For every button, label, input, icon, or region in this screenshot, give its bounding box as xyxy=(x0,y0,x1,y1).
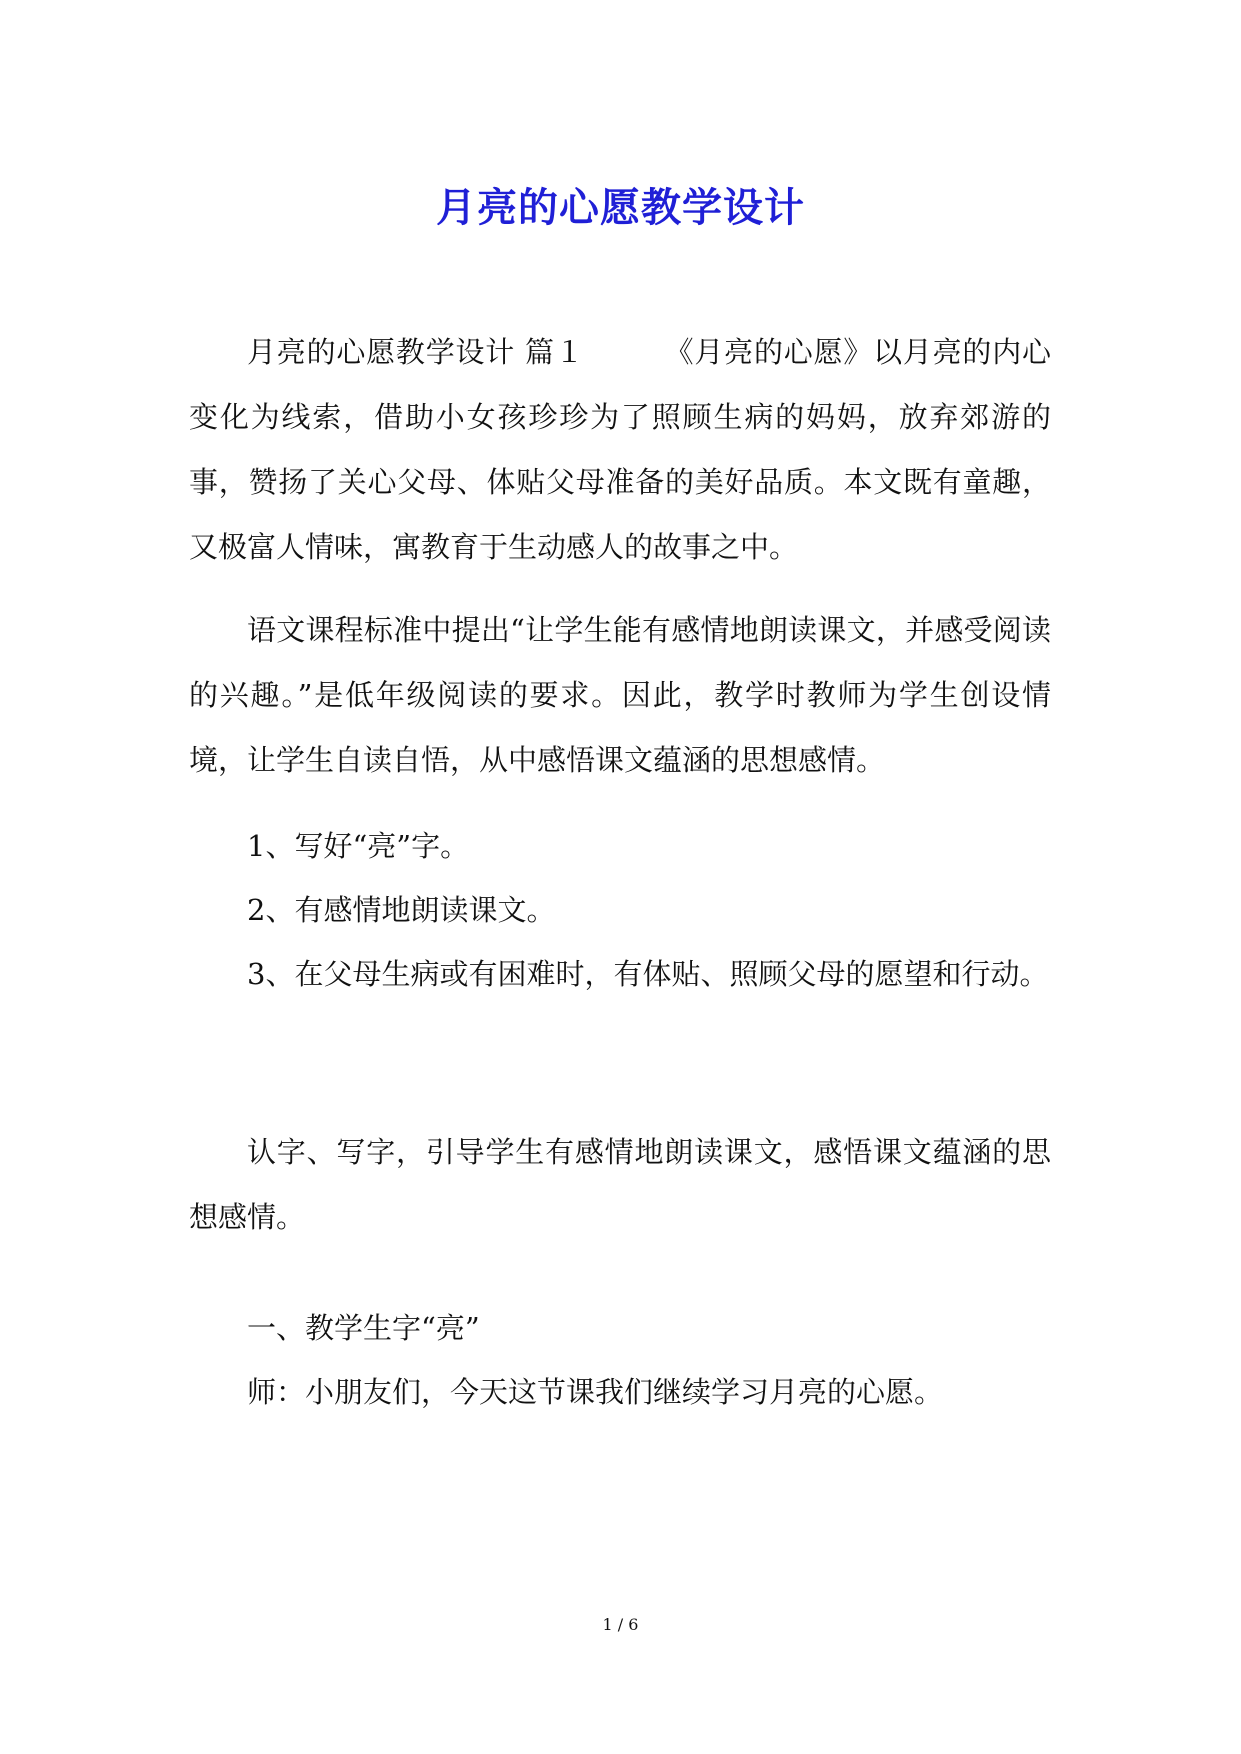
objective-item-3: 3、在父母生病或有困难时，有体贴、照顾父母的愿望和行动。 xyxy=(247,957,1049,991)
paragraph-key-points: 认字、写字，引导学生有感情地朗读课文，感悟课文蕴涵的思想感情。 xyxy=(189,1135,1051,1234)
document-title: 月亮的心愿教学设计 xyxy=(436,183,805,231)
teacher-dialogue-line: 师：小朋友们，今天这节课我们继续学习月亮的心愿。 xyxy=(247,1375,944,1409)
page-number: 1 / 6 xyxy=(602,1615,639,1634)
section-heading-teaching-character: 一、教学生字“亮” xyxy=(247,1311,480,1345)
objective-item-2: 2、有感情地朗读课文。 xyxy=(247,893,556,927)
objective-item-1: 1、写好“亮”字。 xyxy=(247,829,470,863)
paragraph-curriculum-standard: 语文课程标准中提出“让学生能有感情地朗读课文，并感受阅读的兴趣。”是低年级阅读的要求。因此，教学时教师为学生创设情境，让学生自读自悟，从中感悟课文蕴涵的思想感情。 xyxy=(189,613,1051,777)
paragraph-intro: 月亮的心愿教学设计 篇１ 《月亮的心愿》以月亮的内心变化为线索，借助小女孩珍珍为了照顾生病的妈妈，放弃郊游的事，赞扬了关心父母、体贴父母准备的美好品质。本文既有童趣，又极富人情味，寓教育于生动感人的故事之中。 xyxy=(189,335,1051,564)
